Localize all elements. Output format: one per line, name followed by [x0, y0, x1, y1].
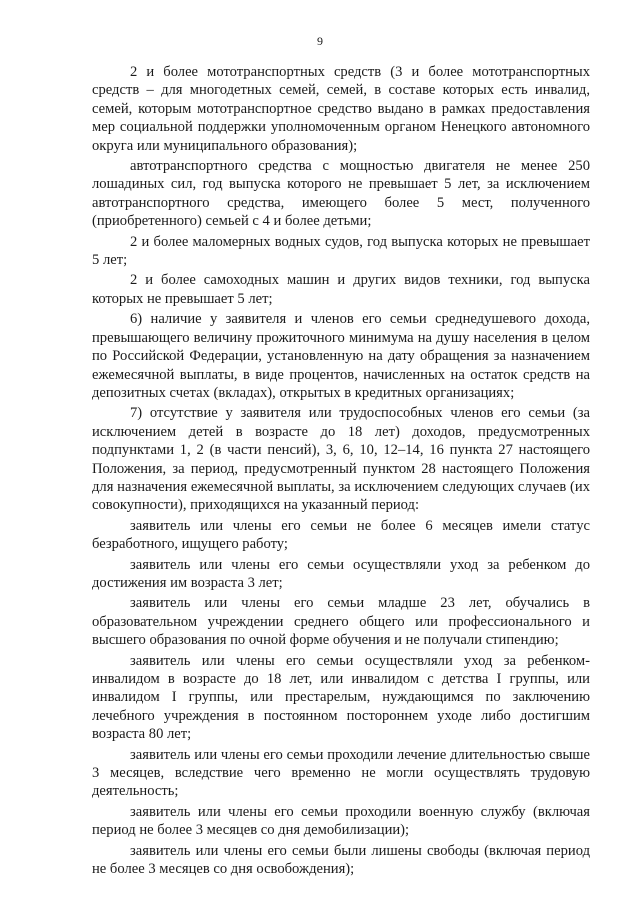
paragraph-unemployed: заявитель или члены его семьи не более 6 месяцев имели статус безработного, ищущего работу;: [92, 517, 590, 553]
paragraph-autotransport: автотранспортного средства с мощностью двигателя не менее 250 лошадиных сил, год выпуска которого не превышает 5 лет, за исключением автотранспортного средства, имеющего более 5 мест, полученного (приобретенного) семьей с 4 и более детьми;: [92, 158, 590, 230]
paragraph-medical-treatment: заявитель или члены его семьи проходили лечение длительностью свыше 3 месяцев, вследствие чего временно не могли осуществлять трудовую деятельность;: [92, 746, 590, 800]
paragraph-item-6: 6) наличие у заявителя и членов его семьи среднедушевого дохода, превышающего величину прожиточного минимума на душу населения в целом по Российской Федерации, установленную на дату обращения за назначением ежемесячной выплаты, в виде процентов, начисленных на остаток средств на депозитных счетах (вкладах), открытых в кредитных организациях;: [92, 311, 590, 401]
paragraph-item-7: 7) отсутствие у заявителя или трудоспособных членов его семьи (за исключением детей в возрасте до 18 лет) доходов, предусмотренных подпунктами 1, 2 (в части пенсий), 3, 6, 10, 12–14, 16 пункта 27 настоящего Положения, за период, предусмотренный пунктом 28 настоящего Положения для назначения ежемесячной выплаты, за исключением следующих случаев (их совокупности), приходящихся на указанный период:: [92, 405, 590, 514]
paragraph-imprisonment: заявитель или члены его семьи были лишены свободы (включая период не более 3 месяцев со дня освобождения);: [92, 842, 590, 878]
page-number: 9: [317, 34, 323, 48]
paragraph-military-service: заявитель или члены его семьи проходили военную службу (включая период не более 3 месяцев со дня демобилизации);: [92, 803, 590, 839]
paragraph-childcare: заявитель или члены его семьи осуществляли уход за ребенком до достижения им возраста 3 лет;: [92, 556, 590, 591]
document-body: [92, 63, 590, 880]
paragraph-mototransport: 2 и более мототранспортных средств (3 и более мототранспортных средств – для многодетных семей, семей, в составе которых есть инвалид, семей, которым мототранспортное средство выдано в рамках предоставления мер социальной поддержки уполномоченным органом Ненецкого автономного округа или муниципального образования);: [92, 64, 590, 154]
paragraph-disabled-care: заявитель или члены его семьи осуществляли уход за ребенком-инвалидом в возрасте до 18 лет, или инвалидом с детства I группы, или инвалидом I группы, или престарелым, нуждающимся по заключению лечебного учреждения в постоянном постороннем уходе либо достигшим возраста 80 лет;: [92, 652, 590, 743]
paragraph-water-vessels: 2 и более маломерных водных судов, год выпуска которых не превышает 5 лет;: [92, 233, 590, 269]
paragraph-self-propelled: 2 и более самоходных машин и других видов техники, год выпуска которых не превышает 5 лет;: [92, 272, 590, 307]
paragraph-students: заявитель или члены его семьи младше 23 лет, обучались в образовательном учреждении среднего общего или профессионального и высшего образования по очной форме обучения и не получали стипендию;: [92, 595, 590, 649]
